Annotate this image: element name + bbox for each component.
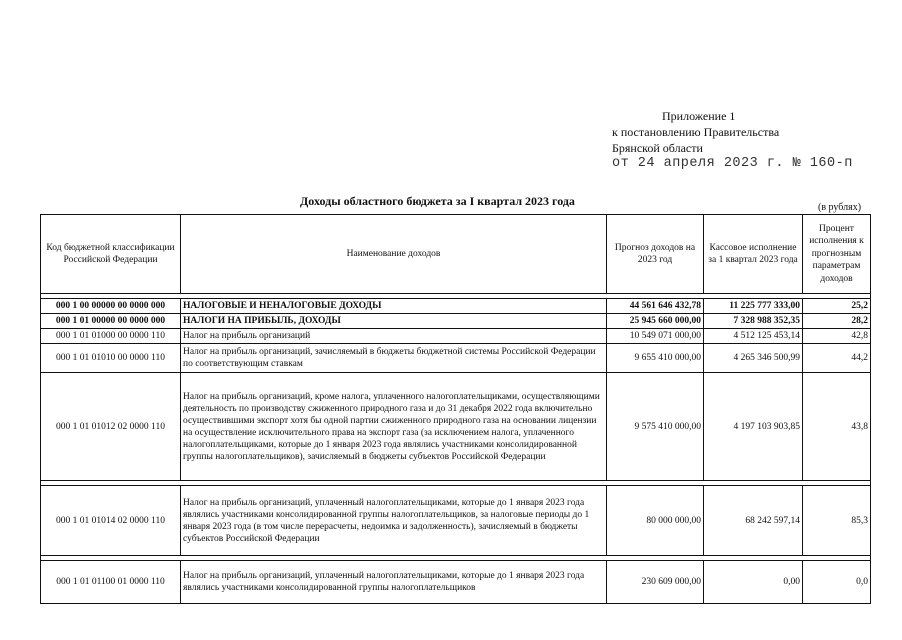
appendix-date-number: от 24 апреля 2023 г. № 160-п xyxy=(612,156,853,171)
header-plan: Прогноз доходов на 2023 год xyxy=(607,215,704,294)
table-row xyxy=(41,561,871,604)
row-name: Налог на прибыль организаций xyxy=(181,329,607,344)
units-note: (в рублях) xyxy=(818,202,862,213)
appendix-line-2: к постановлению Правительства xyxy=(612,125,780,139)
table-row xyxy=(41,299,871,314)
row-plan: 10 549 071 000,00 xyxy=(607,329,704,344)
row-code: 000 1 01 01000 00 0000 110 xyxy=(41,329,181,344)
appendix-line-1: Приложение 1 xyxy=(662,109,736,123)
row-code: 000 1 00 00000 00 0000 000 xyxy=(41,299,181,314)
row-plan: 9 655 410 000,00 xyxy=(607,344,704,373)
header-pct: Процент исполнения к прогнозным параметрам доходов xyxy=(803,215,871,294)
income-table xyxy=(40,214,871,604)
row-pct: 28,2 xyxy=(803,314,871,329)
row-name: Налог на прибыль организаций, зачисляемый в бюджеты бюджетной системы Российской Федерации по соответствующим ставкам xyxy=(181,344,607,373)
table-row xyxy=(41,373,871,481)
row-name: НАЛОГИ НА ПРИБЫЛЬ, ДОХОДЫ xyxy=(181,314,607,329)
row-fact: 11 225 777 333,00 xyxy=(704,299,803,314)
row-plan: 80 000 000,00 xyxy=(607,486,704,556)
row-plan: 9 575 410 000,00 xyxy=(607,373,704,481)
row-fact: 68 242 597,14 xyxy=(704,486,803,556)
header-code: Код бюджетной классификации Российской Федерации xyxy=(41,215,181,294)
appendix-line-3: Брянской области xyxy=(612,141,703,155)
row-code: 000 1 01 01012 02 0000 110 xyxy=(41,373,181,481)
table-row xyxy=(41,329,871,344)
row-fact: 0,00 xyxy=(704,561,803,604)
table-row xyxy=(41,314,871,329)
header-name: Наименование доходов xyxy=(181,215,607,294)
table-row xyxy=(41,344,871,373)
table-row xyxy=(41,486,871,556)
row-code: 000 1 01 00000 00 0000 000 xyxy=(41,314,181,329)
row-plan: 44 561 646 432,78 xyxy=(607,299,704,314)
appendix-block xyxy=(612,108,853,172)
header-fact: Кассовое исполнение за 1 квартал 2023 года xyxy=(704,215,803,294)
row-name: Налог на прибыль организаций, кроме налога, уплаченного налогоплательщиками, осуществляющими деятельность по производству сжиженного природного газа и до 31 декабря 2022 года включительно осуществившими экспорт хотя бы одной партии сжиженного природного газа на основании лицензии на осуществление исключительного права на экспорт газа (за исключением налога, уплаченного налогоплательщиками, которые до 1 января 2023 года являлись участниками консолидированной группы налогоплательщиков), зачисляемый в бюджеты субъектов Российской Федерации xyxy=(181,373,607,481)
row-pct: 25,2 xyxy=(803,299,871,314)
row-code: 000 1 01 01010 00 0000 110 xyxy=(41,344,181,373)
row-name: НАЛОГОВЫЕ И НЕНАЛОГОВЫЕ ДОХОДЫ xyxy=(181,299,607,314)
table-header-row xyxy=(41,215,871,294)
row-pct: 85,3 xyxy=(803,486,871,556)
row-plan: 25 945 660 000,00 xyxy=(607,314,704,329)
row-fact: 4 265 346 500,99 xyxy=(704,344,803,373)
row-name: Налог на прибыль организаций, уплаченный налогоплательщиками, которые до 1 января 2023 года являлись участниками консолидированной группы налогоплательщиков, за налоговые периоды до 1 января 2023 года (в том числе перерасчеты, недоимка и задолженность), зачисляемый в бюджеты субъектов Российской Федерации xyxy=(181,486,607,556)
row-pct: 42,8 xyxy=(803,329,871,344)
row-pct: 44,2 xyxy=(803,344,871,373)
row-fact: 4 512 125 453,14 xyxy=(704,329,803,344)
row-name: Налог на прибыль организаций, уплаченный налогоплательщиками, которые до 1 января 2023 года являлись участниками консолидированной группы налогоплательщиков xyxy=(181,561,607,604)
row-fact: 7 328 988 352,35 xyxy=(704,314,803,329)
row-code: 000 1 01 01014 02 0000 110 xyxy=(41,486,181,556)
row-pct: 0,0 xyxy=(803,561,871,604)
row-plan: 230 609 000,00 xyxy=(607,561,704,604)
row-code: 000 1 01 01100 01 0000 110 xyxy=(41,561,181,604)
row-pct: 43,8 xyxy=(803,373,871,481)
document-title: Доходы областного бюджета за I квартал 2023 года xyxy=(300,194,575,208)
row-fact: 4 197 103 903,85 xyxy=(704,373,803,481)
